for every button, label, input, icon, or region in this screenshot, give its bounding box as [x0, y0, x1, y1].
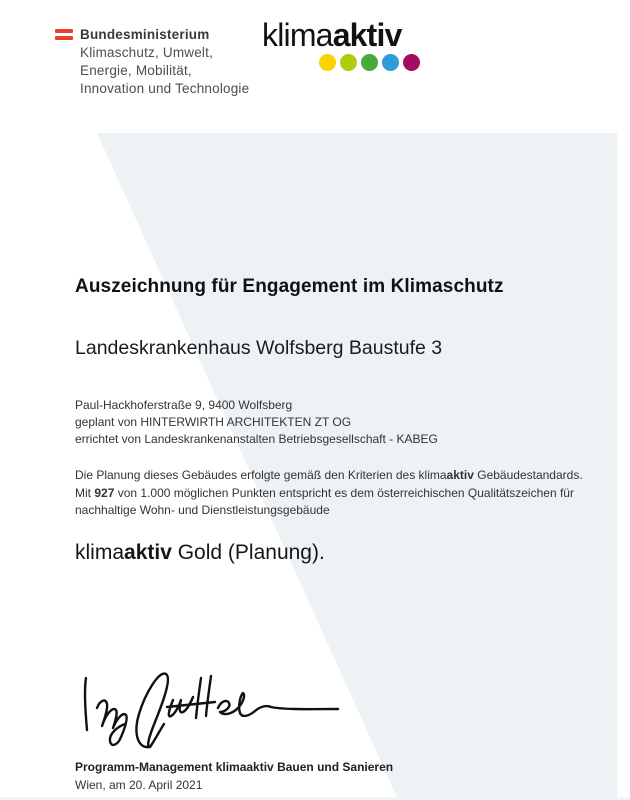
ministry-dept-line: Energie, Mobilität, [80, 63, 192, 78]
brand-dot-blue [382, 54, 399, 71]
klimaaktiv-wordmark: klimaaktiv [262, 17, 402, 53]
austrian-flag-icon [55, 29, 73, 98]
flag-bar-top [55, 29, 73, 33]
project-builder: errichtet von Landeskrankenanstalten Betriebsgesellschaft - KABEG [75, 432, 438, 446]
ministry-text-block [80, 26, 249, 98]
project-name: Landeskrankenhaus Wolfsberg Baustufe 3 [75, 337, 443, 359]
ministry-dept-line: Klimaschutz, Umwelt, [80, 45, 214, 60]
flag-bar-bottom [55, 36, 73, 40]
brand-dot-green [361, 54, 378, 71]
brand-dot-lightgreen [340, 54, 357, 71]
signature-image [70, 650, 350, 760]
project-planner: geplant von HINTERWIRTH ARCHITEKTEN ZT OG [75, 415, 352, 429]
project-address: Paul-Hackhoferstraße 9, 9400 Wolfsberg [75, 398, 293, 412]
ministry-logo [55, 26, 249, 98]
ministry-dept-line: Innovation und Technologie [80, 81, 250, 96]
project-details [75, 397, 438, 448]
brand-dot-magenta [403, 54, 420, 71]
klimaaktiv-dots [319, 54, 420, 71]
award-level: klimaaktiv Gold (Planung). [75, 541, 325, 564]
signatory-role: Programm-Management klimaaktiv Bauen und Sanieren [75, 760, 394, 774]
certificate-body: Die Planung dieses Gebäudes erfolgte gemäß den Kriterien des klimaaktiv Gebäudestandards. Mit 927 von 1.000 möglichen Punkten entspricht es dem österreichischen Qualitätszeichen für nachhaltige Wohn- und Dienstleistungsgebäude [75, 468, 583, 517]
klimaaktiv-logo [262, 18, 420, 71]
place-date: Wien, am 20. April 2021 [75, 778, 203, 792]
brand-dot-yellow [319, 54, 336, 71]
certificate-title: Auszeichnung für Engagement im Klimaschutz [75, 276, 504, 297]
ministry-name: Bundesministerium [80, 27, 210, 42]
